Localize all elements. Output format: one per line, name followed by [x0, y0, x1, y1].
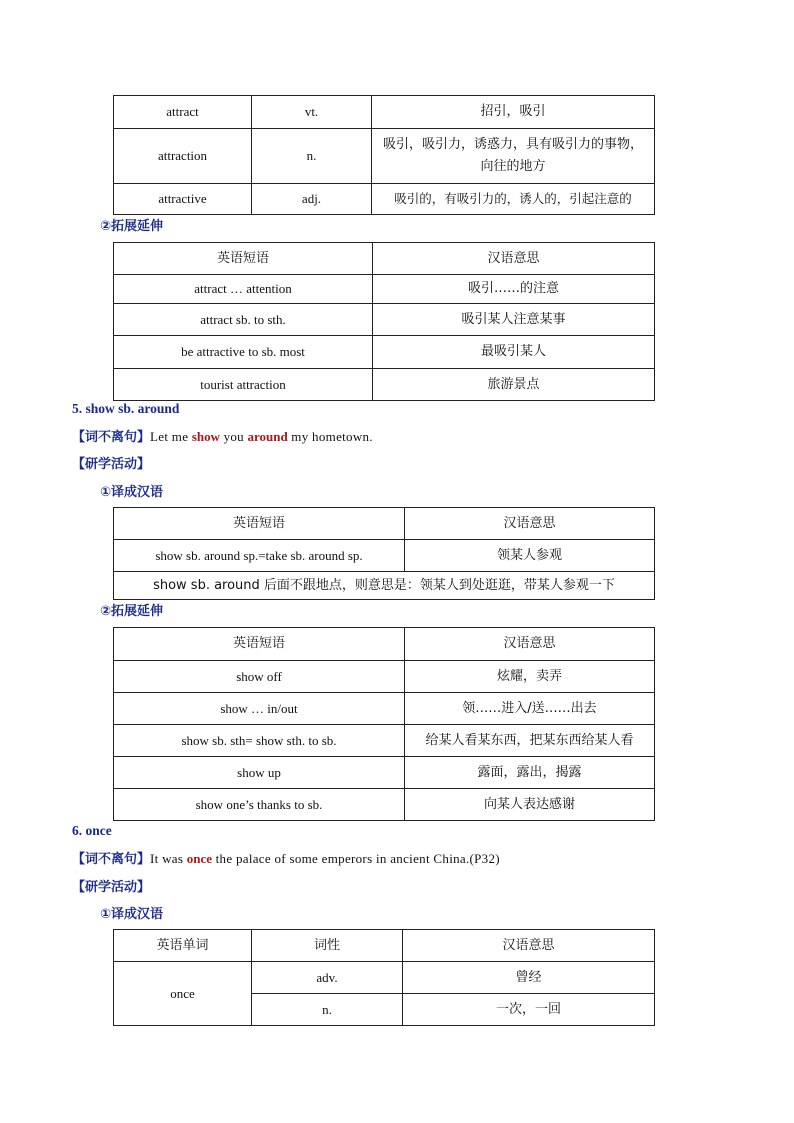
- table-header-row: [114, 628, 655, 661]
- table-cell: 招引，吸引: [372, 96, 655, 129]
- example-label: 【词不离句】: [72, 430, 151, 445]
- table-row: [114, 369, 655, 401]
- table-cell: 吸引，吸引力，诱惑力，具有吸引力的事物，向往的地方: [372, 129, 655, 184]
- table-cell: attractive: [114, 184, 252, 215]
- table-cell: 露面，露出，揭露: [405, 757, 655, 789]
- header-cell: 汉语意思: [373, 243, 655, 275]
- table-cell: 领某人参观: [405, 540, 655, 572]
- table-cell: 旅游景点: [373, 369, 655, 401]
- table-cell: adj.: [252, 184, 372, 215]
- example-sentence: [72, 426, 373, 445]
- header-cell: 英语短语: [114, 508, 405, 540]
- highlight-word: show: [191, 429, 221, 444]
- sentence-text: It was: [150, 851, 187, 866]
- table-row: [114, 184, 655, 215]
- table-cell: 炫耀，卖弄: [405, 661, 655, 693]
- section-heading: 6. once: [72, 823, 112, 838]
- phrase-table-attract: [113, 242, 655, 401]
- header-cell: 英语单词: [114, 930, 252, 962]
- table-cell: adv.: [252, 962, 403, 994]
- table-row: [114, 275, 655, 304]
- table-row: [114, 725, 655, 757]
- activity-label: 【研学活动】: [72, 880, 151, 895]
- table-cell: 向某人表达感谢: [405, 789, 655, 821]
- table-row: [114, 572, 655, 600]
- table-cell: 最吸引某人: [373, 336, 655, 369]
- table-cell: 吸引的，有吸引力的，诱人的，引起注意的: [372, 184, 655, 215]
- table-cell: attraction: [114, 129, 252, 184]
- table-cell: 领……进入/送……出去: [405, 693, 655, 725]
- table-cell: 吸引……的注意: [373, 275, 655, 304]
- table-cell: show one’s thanks to sb.: [114, 789, 405, 821]
- table-cell: 给某人看某东西，把某东西给某人看: [405, 725, 655, 757]
- table-cell: be attractive to sb. most: [114, 336, 373, 369]
- table-cell: 一次，一回: [403, 994, 655, 1026]
- header-cell: 汉语意思: [403, 930, 655, 962]
- table-row: [114, 962, 655, 994]
- table-row: [114, 757, 655, 789]
- section-heading: 5. show sb. around: [72, 401, 180, 416]
- translate-label: ①译成汉语: [100, 485, 164, 500]
- table-header-row: [114, 508, 655, 540]
- header-cell: 汉语意思: [405, 628, 655, 661]
- table-cell: n.: [252, 994, 403, 1026]
- header-cell: 英语短语: [114, 243, 373, 275]
- word-forms-table: [113, 95, 655, 215]
- extend-label: ②拓展延伸: [100, 604, 164, 619]
- table-row: [114, 789, 655, 821]
- phrase-table-show: [113, 627, 655, 821]
- table-row: [114, 304, 655, 336]
- table-cell: show … in/out: [114, 693, 405, 725]
- table-cell: tourist attraction: [114, 369, 373, 401]
- phrase-table-show-around: [113, 507, 655, 600]
- extend-label: ②拓展延伸: [100, 219, 164, 234]
- sentence-text: my hometown.: [287, 429, 373, 444]
- sentence-text: Let me: [150, 429, 192, 444]
- activity-label: 【研学活动】: [72, 457, 151, 472]
- table-cell: n.: [252, 129, 372, 184]
- translate-label: ①译成汉语: [100, 907, 164, 922]
- table-cell: show sb. around sp.=take sb. around sp.: [114, 540, 405, 572]
- table-cell: show off: [114, 661, 405, 693]
- table-cell: 曾经: [403, 962, 655, 994]
- table-row: [114, 540, 655, 572]
- table-cell: attract … attention: [114, 275, 373, 304]
- sentence-text: you: [220, 429, 248, 444]
- table-cell: 吸引某人注意某事: [373, 304, 655, 336]
- table-cell: show sb. sth= show sth. to sb.: [114, 725, 405, 757]
- word-table-once: [113, 929, 655, 1026]
- example-sentence: [72, 848, 500, 867]
- table-row: [114, 336, 655, 369]
- table-row: [114, 693, 655, 725]
- table-header-row: [114, 930, 655, 962]
- table-row: [114, 129, 655, 184]
- example-label: 【词不离句】: [72, 852, 151, 867]
- table-header-row: [114, 243, 655, 275]
- sentence-text: the palace of some emperors in ancient China.(P32): [212, 851, 500, 866]
- highlight-word: once: [186, 851, 213, 866]
- table-cell: attract sb. to sth.: [114, 304, 373, 336]
- table-cell: attract: [114, 96, 252, 129]
- table-row: [114, 96, 655, 129]
- highlight-word: around: [247, 429, 288, 444]
- table-note-cell: show sb. around 后面不跟地点，则意思是：领某人到处逛逛，带某人参观一下: [114, 572, 655, 600]
- table-row: [114, 661, 655, 693]
- table-cell: show up: [114, 757, 405, 789]
- header-cell: 汉语意思: [405, 508, 655, 540]
- header-cell: 英语短语: [114, 628, 405, 661]
- header-cell: 词性: [252, 930, 403, 962]
- table-cell: vt.: [252, 96, 372, 129]
- table-cell: once: [114, 962, 252, 1026]
